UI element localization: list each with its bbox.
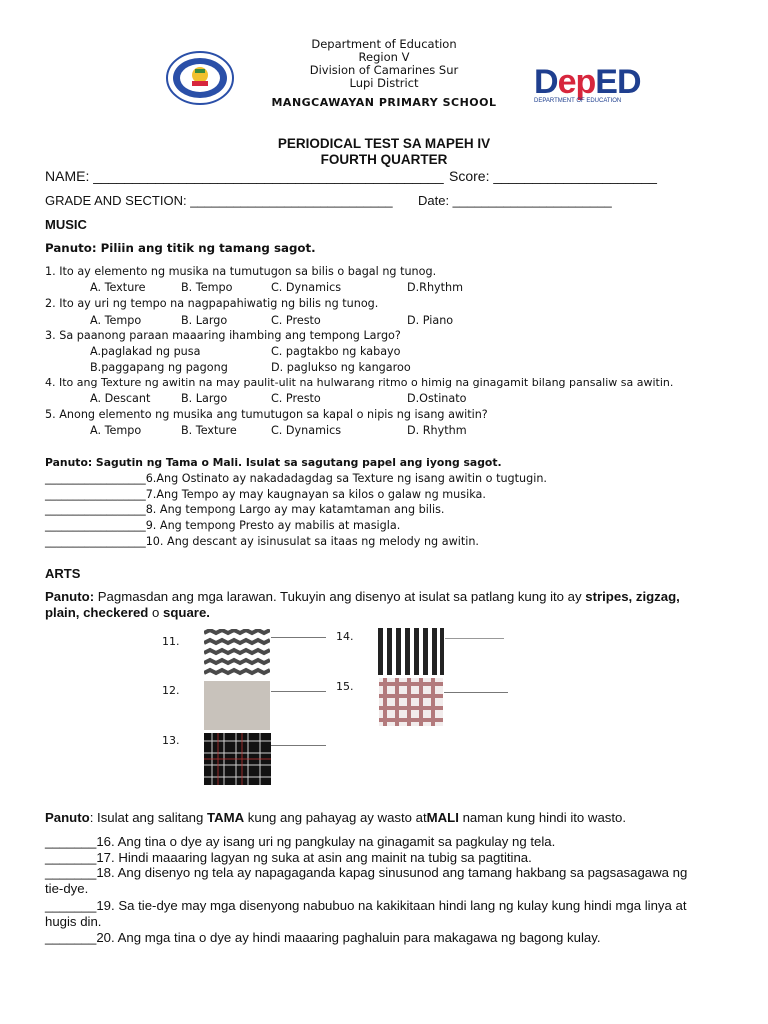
statement-17: _______17. Hindi maaaring lagyan ng suka at asin ang mainit na tubig sa pagtitina. — [45, 850, 532, 865]
q3-choice-b: B.paggapang ng pagong — [90, 361, 228, 374]
arts-panuto2-b: kung ang pahayag ay wasto at — [244, 810, 427, 825]
test-subtitle: FOURTH QUARTER — [320, 152, 448, 167]
arts-panuto2-tama: TAMA — [207, 810, 245, 825]
item-number-13: 13. — [162, 734, 180, 747]
statement-16: _______16. Ang tina o dye ay isang uri ng pangkulay na ginagamit sa pagkulay ng tela. — [45, 834, 556, 849]
arts-panuto2-mali: MALI — [426, 810, 459, 825]
music-panuto: Panuto: Piliin ang titik ng tamang sagot. — [45, 241, 316, 255]
deped-seal-logo — [166, 51, 234, 105]
header-dept: Department of Education — [311, 37, 457, 51]
grade-section-field: GRADE AND SECTION: ____________________________ — [45, 193, 393, 208]
arts-panuto-o: o — [148, 605, 164, 620]
answer-line-13 — [271, 745, 326, 746]
question-1: 1. Ito ay elemento ng musika na tumutugon sa bilis o bagal ng tunog. — [45, 265, 437, 278]
q5-choice-b: B. Texture — [181, 424, 237, 437]
header-region: Region V — [358, 50, 410, 64]
arts-panuto-bold1: stripes, zigzag, — [585, 589, 680, 604]
answer-line-12 — [271, 691, 326, 692]
q4-choice-b: B. Largo — [181, 392, 228, 405]
q5-choice-a: A. Tempo — [90, 424, 142, 437]
arts-panuto2-a: : Isulat ang salitang — [89, 810, 207, 825]
statement-20: _______20. Ang mga tina o dye ay hindi maaaring paghaluin para makagawa ng bagong kulay. — [45, 930, 601, 945]
plain-fabric-image — [204, 681, 270, 730]
deped-logo-text: DepED — [534, 63, 641, 101]
square-pattern-image — [204, 733, 271, 785]
q4-choice-d: D.Ostinato — [407, 392, 467, 405]
score-field: Score: _____________________ — [449, 168, 657, 184]
test-title: PERIODICAL TEST SA MAPEH IV — [277, 136, 491, 151]
zigzag-pattern-image — [204, 629, 270, 680]
statement-18: _______18. Ang disenyo ng tela ay napagaganda kapag sinusunod ang tamang hakbang sa pagsasagawa ng — [45, 865, 688, 880]
q5-choice-d: D. Rhythm — [407, 424, 467, 437]
q1-choice-b: B. Tempo — [181, 281, 233, 294]
stripes-pattern-image — [378, 628, 444, 675]
q1-choice-d: D.Rhythm — [407, 281, 464, 294]
arts-panuto-bold3: square. — [163, 605, 210, 620]
statement-18-cont: tie-dye. — [45, 881, 89, 896]
arts-panuto2-label: Panuto — [45, 810, 90, 825]
tf-panuto: Panuto: Sagutin ng Tama o Mali. Isulat sa sagutang papel ang iyong sagot. — [45, 456, 502, 469]
q2-choice-d: D. Piano — [407, 314, 454, 327]
date-field: Date: ______________________ — [418, 193, 612, 208]
header-division: Division of Camarines Sur — [309, 63, 459, 77]
arts-panuto-line2 — [45, 605, 210, 620]
q2-choice-c: C. Presto — [271, 314, 321, 327]
arts-panuto2-c: naman kung hindi ito wasto. — [458, 810, 627, 825]
question-3: 3. Sa paanong paraan maaaring ihambing ang tempong Largo? — [45, 329, 401, 342]
deped-logo — [534, 65, 641, 104]
q2-choice-b: B. Largo — [181, 314, 228, 327]
arts-panuto-bold2: plain, checkered — [45, 605, 149, 620]
item-number-11: 11. — [162, 635, 180, 648]
header-school: MANGCAWAYAN PRIMARY SCHOOL — [271, 96, 497, 109]
answer-line-15 — [444, 692, 508, 693]
tf-item-10: __________________10. Ang descant ay isinusulat sa itaas ng melody ng awitin. — [45, 535, 479, 548]
q4-choice-c: C. Presto — [271, 392, 321, 405]
arts-heading: ARTS — [45, 566, 81, 581]
arts-panuto-text: Pagmasdan ang mga larawan. Tukuyin ang disenyo at isulat sa patlang kung ito ay — [94, 589, 586, 604]
arts-panuto-label: Panuto: — [45, 589, 95, 604]
deped-logo-sub: DEPARTMENT OF EDUCATION — [534, 98, 622, 104]
music-heading: MUSIC — [45, 217, 87, 232]
answer-line-14 — [445, 638, 504, 639]
statement-19: _______19. Sa tie-dye may mga disenyong nabubuo na kakikitaan hindi lang ng kulay kung hindi mga linya at — [45, 898, 687, 913]
tf-item-8: __________________8. Ang tempong Largo ay may katamtaman ang bilis. — [45, 503, 445, 516]
tf-item-6: __________________6.Ang Ostinato ay nakadadagdag sa Texture ng isang awitin o tugtugin. — [45, 472, 547, 485]
item-number-12: 12. — [162, 684, 180, 697]
item-number-14: 14. — [336, 630, 354, 643]
arts-panuto2 — [45, 810, 626, 825]
tf-item-9: __________________9. Ang tempong Presto ay mabilis at masigla. — [45, 519, 401, 532]
header-district: Lupi District — [349, 76, 419, 90]
item-number-15: 15. — [336, 680, 354, 693]
q1-choice-a: A. Texture — [90, 281, 146, 294]
tf-item-7: __________________7.Ang Tempo ay may kaugnayan sa kilos o galaw ng musika. — [45, 488, 486, 501]
checkered-pattern-image — [379, 678, 443, 726]
question-2: 2. Ito ay uri ng tempo na nagpapahiwatig ng bilis ng tunog. — [45, 297, 379, 310]
answer-line-11 — [271, 637, 326, 638]
q5-choice-c: C. Dynamics — [271, 424, 342, 437]
name-field: NAME: _____________________________________________ — [45, 168, 444, 184]
q4-choice-a: A. Descant — [90, 392, 151, 405]
q3-choice-a: A.paglakad ng pusa — [90, 345, 201, 358]
q1-choice-c: C. Dynamics — [271, 281, 342, 294]
question-4: 4. Ito ang Texture ng awitin na may paulit-ulit na hulwarang ritmo o himig na ginagamit bilang pansaliw sa awitin. — [45, 376, 674, 389]
arts-panuto-line1 — [45, 589, 680, 604]
statement-19-cont: hugis din. — [45, 914, 102, 929]
question-5: 5. Anong elemento ng musika ang tumutugon sa kapal o nipis ng isang awitin? — [45, 408, 488, 421]
q3-choice-c: C. pagtakbo ng kabayo — [271, 345, 401, 358]
q3-choice-d: D. paglukso ng kangaroo — [271, 361, 411, 374]
q2-choice-a: A. Tempo — [90, 314, 142, 327]
